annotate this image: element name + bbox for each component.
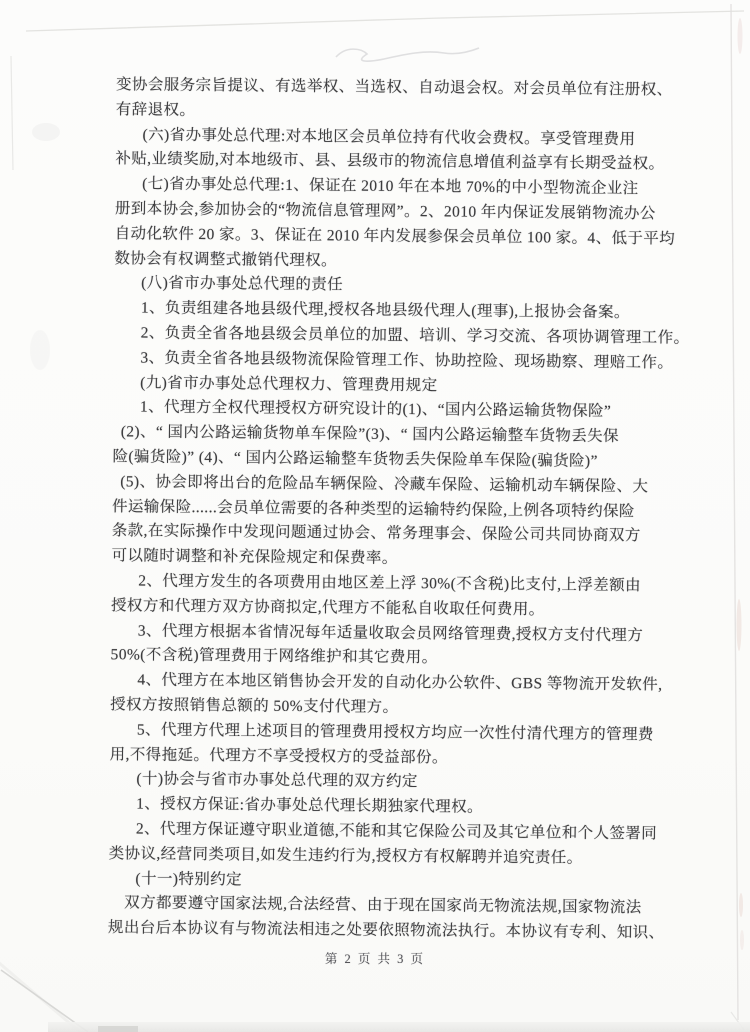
text-line: 双方都要遵守国家法规,合法经营、由于现在国家尚无物流法规,国家物流法: [124, 894, 642, 917]
text-line: (5)、协会即将出台的危险品车辆保险、冷藏车保险、运输机动车辆保险、大: [120, 473, 649, 496]
text-line: (六)省办事处总代理:对本地区会员单位持有代收会费权。享受管理费用: [142, 126, 636, 148]
text-line: 3、负责全省各地县级物流保险管理工作、协助控险、现场勘察、理赔工作。: [140, 349, 674, 372]
scan-smudge-pink-top: [738, 18, 743, 54]
scan-bottom-dark-patch: [98, 1026, 138, 1032]
scan-smudge-pink-mid: [737, 599, 742, 651]
text-line: 1、负责组建各地县级代理,授权各地县级代理人(理事),上报协会备案。: [140, 299, 630, 322]
scan-smudge-pink-low2: [740, 930, 744, 950]
text-line: 有辞退权。: [115, 101, 196, 119]
text-line: (九)省市办事处总代理权力、管理费用规定: [140, 374, 438, 394]
text-line: 50%(不含税)管理费用于网络维护和其它费用。: [110, 646, 438, 667]
text-line: (七)省办事处总代理:1、保证在 2010 年在本地 70%的中小型物流企业注: [142, 175, 639, 198]
text-line: 2、负责全省各地县级会员单位的加盟、培训、学习交流、各项协调管理工作。: [140, 324, 690, 347]
text-line: 数协会有权调整式撤销代理权。: [114, 249, 338, 269]
scan-top-edge: [26, 11, 744, 31]
text-line: 授权方按照销售总额的 50%支付代理方。: [110, 696, 399, 716]
text-line: 规出台后本协议有与物流法相违之处要依照物流法执行。本协议有专利、知识、: [107, 919, 665, 942]
document-body: [108, 73, 698, 946]
text-line: (十一)特别约定: [135, 869, 243, 888]
scan-blotch-left2: [30, 330, 50, 370]
text-line: 险(骗货险)” (4)、“ 国内公路运输整车货物丢失保险单车保险(骗货险)”: [112, 448, 598, 470]
text-line: 2、代理方发生的各项费用由地区差上浮 30%(不含税)比支付,上浮差额由: [138, 572, 642, 595]
text-line: 类协议,经营同类项目,如发生违约行为,授权方有权解聘并追究责任。: [108, 844, 583, 867]
text-line: (2)、“ 国内公路运输货物单车保险”(3)、“ 国内公路运输整车货物丢失保: [120, 423, 620, 446]
text-line: (十)协会与省市办事处总代理的双方约定: [136, 770, 418, 791]
page-number: 第 2 页 共 3 页: [324, 952, 426, 966]
text-line: 1、授权方保证:省办事处总代理长期独家代理权。: [136, 795, 483, 816]
text-line: 册到本协会,参加协会的“物流信息管理网”。2、2010 年内保证发展销物流办公: [114, 200, 656, 223]
text-line: 自动化软件 20 家。3、保证在 2010 年内发展参保会员单位 100 家。4、低于平均: [114, 225, 676, 248]
text-line: (八)省市办事处总代理的责任: [141, 274, 344, 294]
text-line: 件运输保险......会员单位需要的各种类型的运输特约保险,上例各项特约保险: [111, 497, 635, 520]
text-line: 5、代理方代理上述项目的管理费用授权方均应一次性付清代理方的管理费: [136, 721, 654, 744]
text-line: 1、代理方全权代理授权方研究设计的(1)、“国内公路运输货物保险”: [139, 398, 612, 421]
text-line: 条款,在实际操作中发现问题通过协会、常务理事会、保险公司共同协商双方: [111, 522, 641, 545]
text-line: 授权方和代理方双方协商拟定,代理方不能私自收取任何费用。: [110, 596, 545, 619]
text-line: 变协会服务宗旨提议、有选举权、当选权、自动退会权。对会员单位有注册权、: [115, 76, 673, 99]
text-line: 补贴,业绩奖励,对本地级市、县、县级市的物流信息增值利益享有长期受益权。: [115, 150, 665, 173]
text-line: 4、代理方在本地区销售协会开发的自动化办公软件、GBS 等物流开发软件,: [137, 671, 663, 694]
text-line: 2、代理方保证遵守职业道德,不能和其它保险公司及其它单位和个人签署同: [135, 820, 658, 843]
scan-smudge-squiggle: [336, 48, 479, 61]
text-line: 3、代理方根据本省情况每年适量收取会员网络管理费,授权方支付代理方: [137, 621, 644, 644]
text-line: 用,不得拖延。代理方不享受授权方的受益部份。: [109, 745, 448, 766]
scan-right-edge: [731, 4, 738, 1020]
scan-blotch-left: [32, 123, 60, 141]
scan-bottom-band: [48, 1022, 750, 1032]
text-line: 可以随时调整和补充保险规定和保费率。: [111, 547, 398, 568]
scan-left-edge: [11, 56, 13, 170]
scan-smudge-pink-low: [739, 893, 743, 917]
